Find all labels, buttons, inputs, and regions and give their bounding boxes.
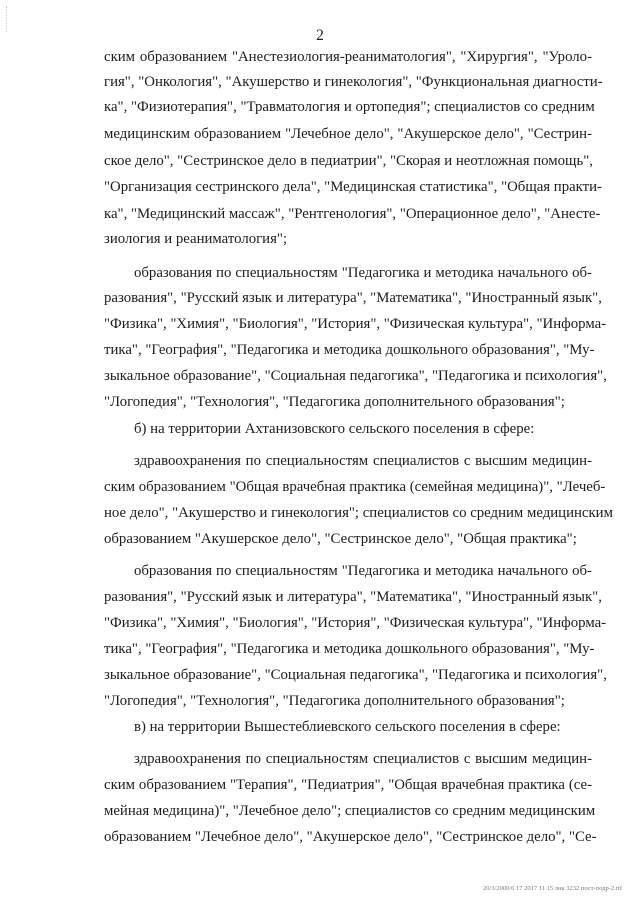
text-line: тика", "География", "Педагогика и методика дошкольного образования", "Му- [104,342,595,358]
text-line: образования по специальностям "Педагогика и методика начального об- [134,563,592,579]
text-line: б) на территории Ахтанизовского сельского поселения в сфере: [134,421,535,437]
text-line: ским образованием "Анестезиология-реаниматология", "Хирургия", "Уроло- [104,49,592,65]
text-line: "Организация сестринского дела", "Медицинская статистика", "Общая практи- [104,179,602,195]
text-line: образования по специальностям "Педагогика и методика начального об- [134,265,592,281]
text-line: здравоохранения по специальностям специалистов с высшим медицин- [134,453,592,469]
text-line: ное дело", "Акушерство и гинекология"; специалистов со средним медицинским [104,505,613,521]
text-line: образованием "Лечебное дело", "Акушерское дело", "Сестринское дело", "Се- [104,829,597,845]
text-line: мейная медицина)", "Лечебное дело"; специалистов со средним медицинским [104,803,596,819]
text-line: "Логопедия", "Технология", "Педагогика дополнительного образования"; [104,394,565,410]
text-line: гия", "Онкология", "Акушерство и гинекология", "Функциональная диагности- [104,74,603,90]
text-line: здравоохранения по специальностям специалистов с высшим медицин- [134,751,592,767]
text-line: разования", "Русский язык и литература", "Математика", "Иностранный язык", [104,589,602,605]
text-line: медицинским образованием "Лечебное дело", "Акушерское дело", "Сестрин- [104,126,592,142]
text-line: зыкальное образование", "Социальная педагогика", "Педагогика и психология", [104,667,607,683]
text-line: зиология и реаниматология"; [104,231,288,247]
text-line: "Логопедия", "Технология", "Педагогика дополнительного образования"; [104,693,565,709]
text-line: ским образованием "Терапия", "Педиатрия", "Общая врачебная практика (се- [104,777,592,793]
page-number: 2 [316,27,324,44]
file-path-footer: 20/3/2000/6 17 2017 11 15 лнк 3232 пост-подр-2.rtf [483,885,622,892]
text-line: зыкальное образование", "Социальная педагогика", "Педагогика и психология", [104,368,607,384]
text-line: ским образованием "Общая врачебная практика (семейная медицина)", "Лечеб- [104,479,606,495]
text-line: ка", "Физиотерапия", "Травматология и ортопедия"; специалистов со средним [104,99,595,115]
text-line: образованием "Акушерское дело", "Сестринское дело", "Общая практика"; [104,531,577,547]
text-line: разования", "Русский язык и литература", "Математика", "Иностранный язык", [104,290,602,306]
text-line: ка", "Медицинский массаж", "Рентгенология", "Операционное дело", "Анесте- [104,206,601,222]
text-line: "Физика", "Химия", "Биология", "История", "Физическая культура", "Информа- [104,316,607,332]
text-line: "Физика", "Химия", "Биология", "История", "Физическая культура", "Информа- [104,615,607,631]
text-line: в) на территории Вышестеблиевского сельского поселения в сфере: [134,719,561,735]
text-line: ское дело", "Сестринское дело в педиатрии", "Скорая и неотложная помощь", [104,153,593,169]
text-line: тика", "География", "Педагогика и методика дошкольного образования", "Му- [104,641,595,657]
